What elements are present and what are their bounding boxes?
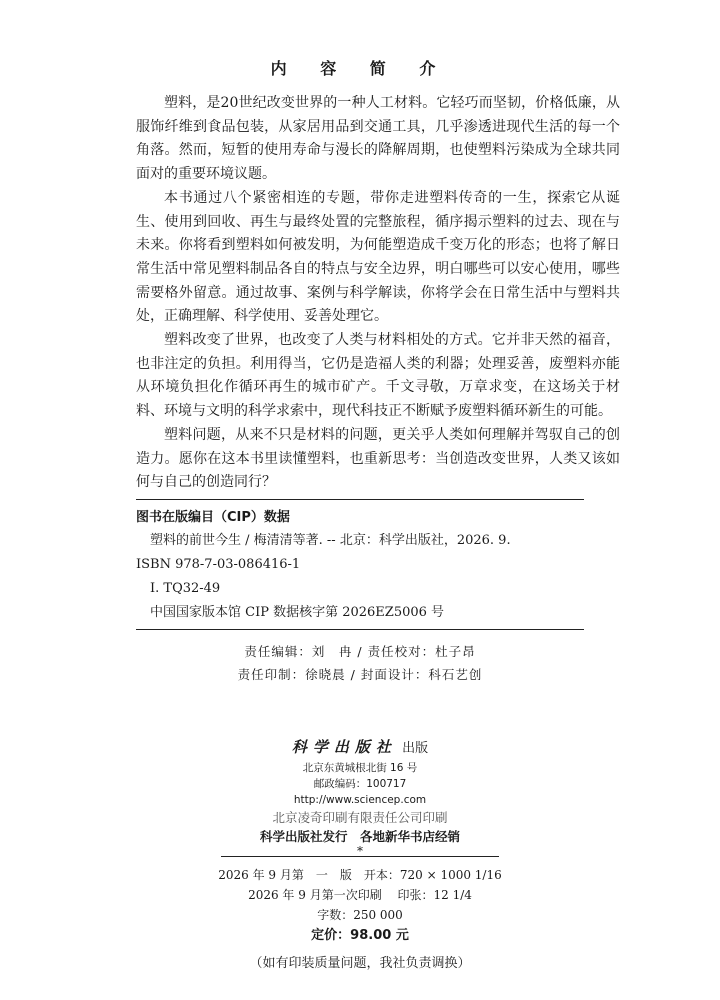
intro-paragraph: 塑料，是20世纪改变世界的一种人工材料。它轻巧而坚韧，价格低廉，从服饰纤维到食品包装，从家居用品到交通工具，几乎渗透进现代生活的每一个角落。然而，短暂的使用寿命与漫长的降解周期，也使塑料污染成为全球共同面对的重要环境议题。	[136, 95, 620, 183]
quality-notice: （如有印装质量问题，我社负责调换）	[249, 956, 471, 971]
publisher-seal-text: 科学出版社	[291, 738, 397, 756]
credits-block	[0, 640, 720, 686]
publisher-address: 北京东黄城根北街 16 号	[302, 762, 418, 774]
cip-isbn: ISBN 978-7-03-086416-1	[136, 557, 301, 572]
page-title: 内 容 简 介	[270, 59, 450, 78]
edition-info: 2026 年 9 月第 一 版 开本：720 × 1000 1/16	[218, 868, 502, 882]
publisher-website: http://www.sciencep.com	[293, 794, 427, 806]
cip-heading: 图书在版编目（CIP）数据	[136, 510, 290, 525]
publisher-suffix: 出版	[402, 741, 429, 756]
price: 定价：98.00 元	[311, 928, 409, 943]
cip-entry: 塑料的前世今生 / 梅清清等著. -- 北京：科学出版社，2026. 9.	[150, 533, 511, 548]
word-count: 字数：250 000	[317, 908, 403, 922]
cip-block	[136, 499, 584, 630]
credits-line-production: 责任印制：徐晓晨 / 封面设计：科石艺创	[237, 667, 483, 682]
publisher-name	[0, 736, 720, 760]
publisher-postcode: 邮政编码：100717	[313, 778, 407, 790]
intro-paragraph: 本书通过八个紧密相连的专题，带你走进塑料传奇的一生，探索它从诞生、使用到回收、再生与最终处置的完整旅程，循序揭示塑料的过去、现在与未来。你将看到塑料如何被发明，为何能塑造成千变万化的形态；也将了解日常生活中常见塑料制品各自的特点与安全边界，明白哪些可以安心使用，哪些需要格外留意。通过故事、案例与科学解读，你将学会在日常生活中与塑料共处，正确理解、科学使用、妥善处理它。	[136, 189, 620, 325]
intro-paragraph: 塑料改变了世界，也改变了人类与材料相处的方式。它并非天然的福音，也非注定的负担。利用得当，它仍是造福人类的利器；处理妥善，废塑料亦能从环境负担化作循环再生的城市矿产。千文寻敬，万章求变，在这场关于材料、环境与文明的科学求索中，现代科技正不断赋予废塑料循环新生的可能。	[136, 332, 620, 420]
cip-record: 中国国家版本馆 CIP 数据核字第 2026EZ5006 号	[150, 605, 445, 620]
separator-star: *	[357, 844, 363, 858]
printer: 北京凌奇印刷有限责任公司印刷	[272, 810, 448, 825]
distribution: 科学出版社发行 各地新华书店经销	[259, 829, 460, 844]
cip-classification: Ⅰ. TQ32-49	[150, 581, 221, 596]
intro-section	[136, 92, 620, 495]
intro-paragraph: 塑料问题，从来不只是材料的问题，更关乎人类如何理解并驾驭自己的创造力。愿你在这本书里读懂塑料，也重新思考：当创造改变世界，人类又该如何与自己的创造同行？	[136, 426, 620, 491]
publication-info	[0, 736, 720, 977]
credits-line-editors: 责任编辑：刘 冉 / 责任校对：杜子昂	[244, 644, 476, 659]
printing-info: 2026 年 9 月第一次印刷 印张：12 1/4	[248, 888, 472, 902]
